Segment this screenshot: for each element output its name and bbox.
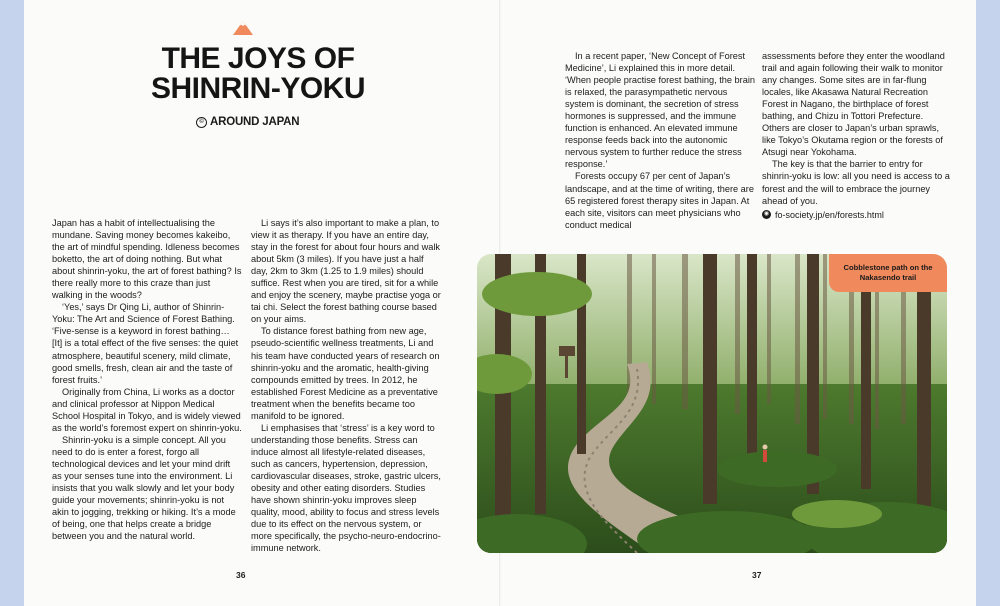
paragraph: assessments before they enter the woodland trail and again following their walk to monitor any changes. Some sites are in far-flung locales, like Akasawa Natural Recreation Forest in Nagano, the birthplace of forest bathing, and Chizu in Tottori Prefecture. Others are closer to Japan’s urban sprawls, like Tokyo’s Okutama region or the forests of Atsugi near Yokohama.: [762, 51, 945, 158]
website-url[interactable]: fo-society.jp/en/forests.html: [775, 209, 884, 220]
article-title: [138, 44, 378, 104]
paragraph: Shinrin-yoku is a simple concept. All you need to do is enter a forest, forgo all technological devices and let your mind drift as your senses tune into the environment. Li insists that you walk slowly and let your body guide your movements; shinrin-yoku is not akin to jogging, trekking or hiking. It’s a mode of being, one that helps create a bridge between you and the natural world.: [52, 434, 236, 542]
section-tag: [196, 116, 299, 128]
copyright-circle-icon: ©: [196, 117, 207, 128]
paragraph: The key is that the barrier to entry for shinrin-yoku is low: all you need is access to a forest and the will to embrace the journey ahead of you.: [762, 159, 950, 206]
paragraph: Originally from China, Li works as a doctor and clinical professor at Nippon Medical School Hospital in Tokyo, and is widely viewed as the world’s foremost expert on shinrin-yoku.: [52, 386, 242, 433]
page-number-right: 37: [752, 570, 762, 580]
section-label: AROUND JAPAN: [210, 116, 300, 128]
title-line-1: THE JOYS OF: [161, 42, 355, 75]
paragraph: Japan has a habit of intellectualising the mundane. Saving money becomes kakeibo, the art of mindful spending. Idleness becomes boketto, the art of doing nothing. But what about shinrin-yoku, the art of forest bathing? Is there really more to this craze than just walking in the woods?: [52, 218, 242, 301]
body-column-2: [251, 217, 441, 554]
website-link[interactable]: [762, 209, 952, 221]
paragraph: Li says it’s also important to make a plan, to view it as therapy. If you have an entire day, stay in the forest for about four hours and walk about 5km (3 miles). If you have just a half day, 2km to 3km (1.25 to 1.9 miles) should suffice. Rest when you are tired, sit for a while and enjoy the scenery, maybe practise yoga or tai chi. Select the forest bathing course based on your aims.: [251, 218, 441, 325]
paragraph: Li emphasises that ‘stress’ is a key word to understanding those benefits. Stress can induce almost all lifestyle-related diseases, such as cancers, hypertension, depression, cardiovascular diseases, stroke, gastric ulcers, obesity and other eating disorders. Studies have shown shinrin-yoku improves sleep quality, mood, ability to focus and stress levels due to its effect on the nervous system, or more specifically, the psycho-neuro-endocrino-immune network.: [251, 422, 441, 554]
body-column-4: [762, 50, 952, 221]
body-column-1: [52, 217, 242, 542]
mountain-icon: [232, 20, 254, 36]
paragraph: In a recent paper, ‘New Concept of Forest Medicine’, Li explained this in more detail. ‘When people practise forest bathing, the brain is relaxed, the parasympathetic nervous system is dominant, the secretion of stress hormones is suppressed, and the immune function is enhanced. An elevated immune response feeds back into the autonomic nervous system to further reduce the stress response.’: [565, 51, 755, 170]
photo-caption: Cobblestone path on the Nakasendo trail: [829, 254, 947, 292]
page-number-left: 36: [236, 570, 246, 580]
paragraph: ‘Yes,’ says Dr Qing Li, author of Shinrin-Yoku: The Art and Science of Forest Bathing. ‘Five-sense is a keyword in forest bathing… [It] is a total effect of the five senses: the quiet atmosphere, beautiful scenery, mild climate, good smells, fresh, clean air and the taste of forest fruits.’: [52, 302, 239, 385]
globe-icon: ◉: [763, 211, 770, 218]
paragraph: To distance forest bathing from new age, pseudo-scientific wellness treatments, Li and his team have conducted years of research on shinrin-yoku and the aromatic, health-giving compounds emitted by trees. In 2012, he established Forest Medicine as a preventative treatment when the benefits became too manifold to be ignored.: [251, 326, 440, 421]
title-line-2: SHINRIN-YOKU: [150, 72, 365, 105]
forest-photo: [477, 254, 947, 553]
body-column-3: [565, 50, 755, 231]
paragraph: Forests occupy 67 per cent of Japan’s landscape, and at the time of writing, there are 65 registered forest therapy sites in Japan. At each site, visitors can meet physicians who conduct medical: [565, 171, 754, 230]
